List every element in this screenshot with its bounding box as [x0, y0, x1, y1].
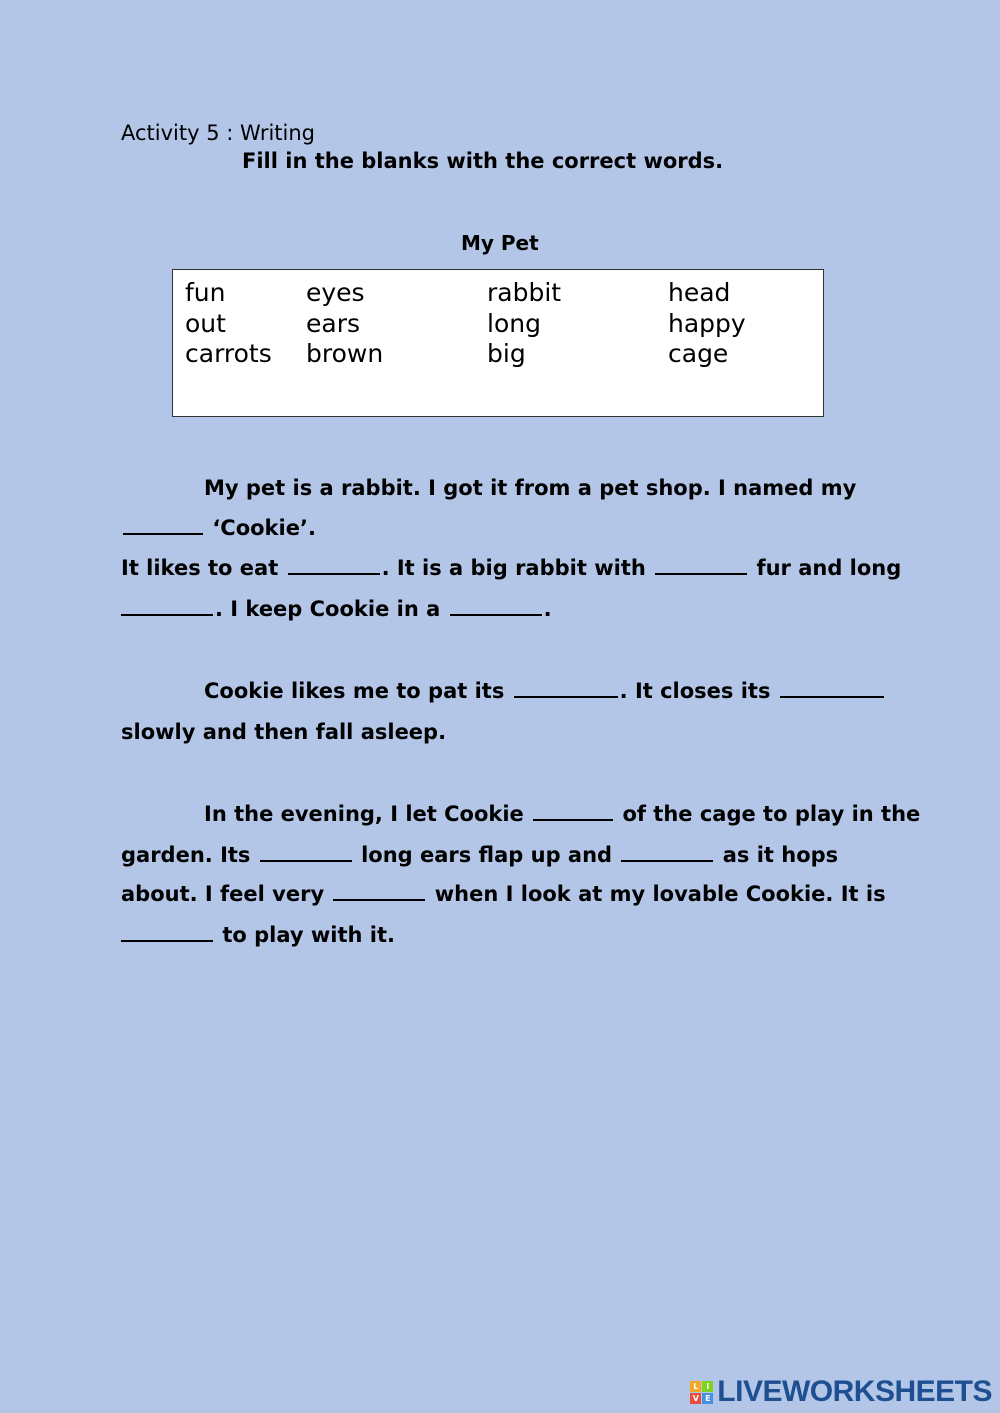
word-bank-item: ears — [306, 309, 361, 338]
blank-input[interactable] — [288, 572, 380, 575]
text-segment: My pet is a rabbit. I got it from a pet shop. I named my — [204, 476, 857, 500]
page-title: My Pet — [461, 231, 539, 255]
logo-letter: V — [690, 1393, 701, 1404]
logo-text: LIVEWORKSHEETS — [717, 1375, 992, 1408]
text-segment: In the evening, I let Cookie — [204, 802, 524, 826]
text-segment: slowly and then fall asleep. — [121, 720, 447, 744]
text-segment: to play with it. — [222, 923, 395, 947]
blank-input[interactable] — [333, 898, 425, 901]
blank-input[interactable] — [121, 939, 213, 942]
text-segment: of the cage to play in the — [622, 802, 921, 826]
liveworksheets-logo-icon — [690, 1381, 713, 1404]
word-bank-item: cage — [668, 339, 729, 368]
word-bank-item: long — [487, 309, 541, 338]
blank-input[interactable] — [621, 859, 713, 862]
text-segment: . It is a big rabbit with — [381, 556, 646, 580]
blank-input[interactable] — [533, 818, 613, 821]
word-bank-item: rabbit — [487, 278, 562, 307]
text-segment: about. I feel very — [121, 882, 325, 906]
word-bank-item: out — [185, 309, 226, 338]
paragraph-line — [121, 882, 886, 906]
word-bank-item: head — [668, 278, 731, 307]
text-segment: Cookie likes me to pat its — [204, 679, 505, 703]
activity-heading: Activity 5 : Writing — [121, 121, 315, 145]
text-segment: . — [543, 597, 552, 621]
blank-input[interactable] — [121, 613, 213, 616]
blank-input[interactable] — [450, 613, 542, 616]
text-segment: long ears flap up and — [361, 843, 613, 867]
paragraph-line — [121, 720, 446, 744]
paragraph-line — [204, 679, 886, 703]
word-bank-item: big — [487, 339, 526, 368]
liveworksheets-logo — [690, 1375, 992, 1409]
word-bank-item: eyes — [306, 278, 365, 307]
paragraph-line — [121, 516, 316, 540]
text-segment: . I keep Cookie in a — [215, 597, 441, 621]
blank-input[interactable] — [260, 859, 352, 862]
logo-letter: L — [690, 1381, 701, 1392]
paragraph-line — [121, 597, 552, 621]
text-segment: . It closes its — [619, 679, 771, 703]
word-bank-box — [172, 269, 824, 417]
blank-input[interactable] — [123, 532, 203, 535]
blank-input[interactable] — [514, 695, 618, 698]
text-segment: It likes to eat — [121, 556, 279, 580]
text-segment: fur and long — [756, 556, 902, 580]
blank-input[interactable] — [780, 695, 884, 698]
paragraph-line — [121, 923, 395, 947]
logo-letter: E — [702, 1393, 713, 1404]
activity-instruction: Fill in the blanks with the correct words. — [242, 149, 724, 173]
logo-letter: I — [702, 1381, 713, 1392]
text-segment: garden. Its — [121, 843, 251, 867]
paragraph-line — [121, 843, 838, 867]
word-bank-item: fun — [185, 278, 226, 307]
word-bank-item: brown — [306, 339, 384, 368]
paragraph-line — [204, 476, 856, 500]
word-bank-item: happy — [668, 309, 746, 338]
paragraph-line — [121, 556, 901, 580]
text-segment: when I look at my lovable Cookie. It is — [434, 882, 886, 906]
text-segment: ‘Cookie’. — [212, 516, 316, 540]
text-segment: as it hops — [722, 843, 839, 867]
word-bank-item: carrots — [185, 339, 272, 368]
paragraph-line — [204, 802, 920, 826]
blank-input[interactable] — [655, 572, 747, 575]
